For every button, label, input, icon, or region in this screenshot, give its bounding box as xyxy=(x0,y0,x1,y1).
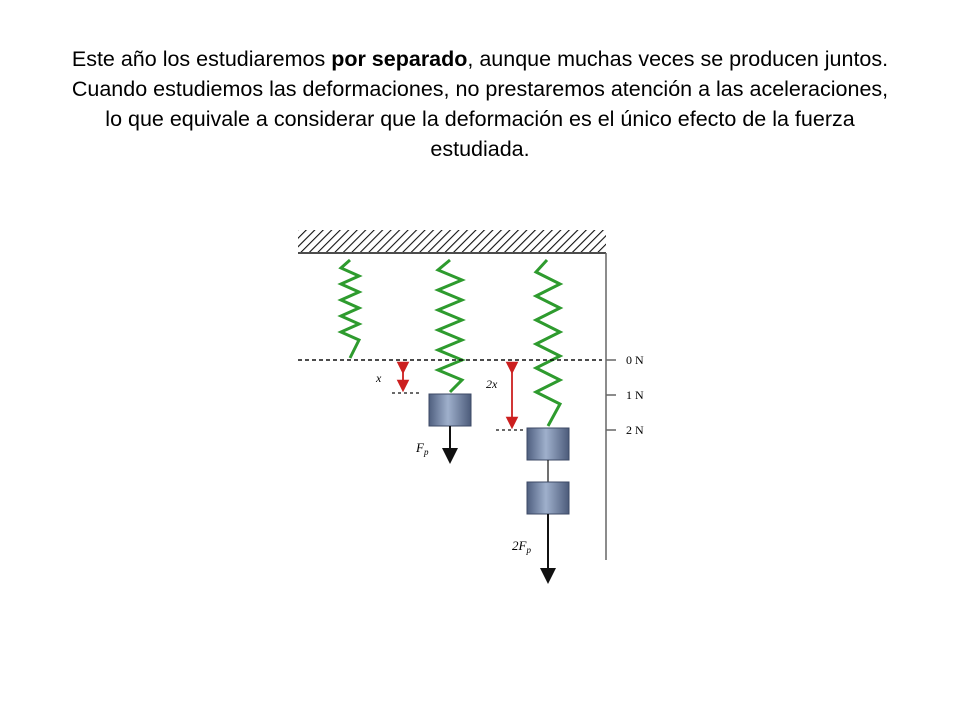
mass-single xyxy=(429,394,471,426)
displacement-x-label: x xyxy=(376,371,382,385)
spring-double-mass xyxy=(536,260,560,426)
scale-label-2n: 2 N xyxy=(626,423,644,437)
paragraph-text-start: Este año los estudiaremos xyxy=(71,47,332,71)
spring-deformation-diagram xyxy=(290,220,670,600)
spring-single-mass xyxy=(438,260,462,392)
force-label-double: $2F_p$ xyxy=(512,538,531,555)
scale-label-0n: 0 N xyxy=(626,353,644,367)
paragraph-emphasis: por separado xyxy=(331,47,468,71)
mass-double-bottom xyxy=(527,482,569,514)
force-label-single: $F_p$ xyxy=(416,440,429,457)
body-paragraph xyxy=(70,44,890,164)
scale-label-1n: 1 N xyxy=(626,388,644,402)
mass-double-top xyxy=(527,428,569,460)
paragraph-text-end: , aunque muchas veces se producen juntos. Cuando estudiemos las deformaciones, no prestaremos atención a las aceleraciones, lo que equivale a considerar que la deformación es el único efecto de la fuerza estudiada. xyxy=(71,47,889,161)
ceiling xyxy=(298,230,606,253)
spring-unloaded xyxy=(341,260,359,358)
displacement-2x-label: 2x xyxy=(486,377,498,391)
